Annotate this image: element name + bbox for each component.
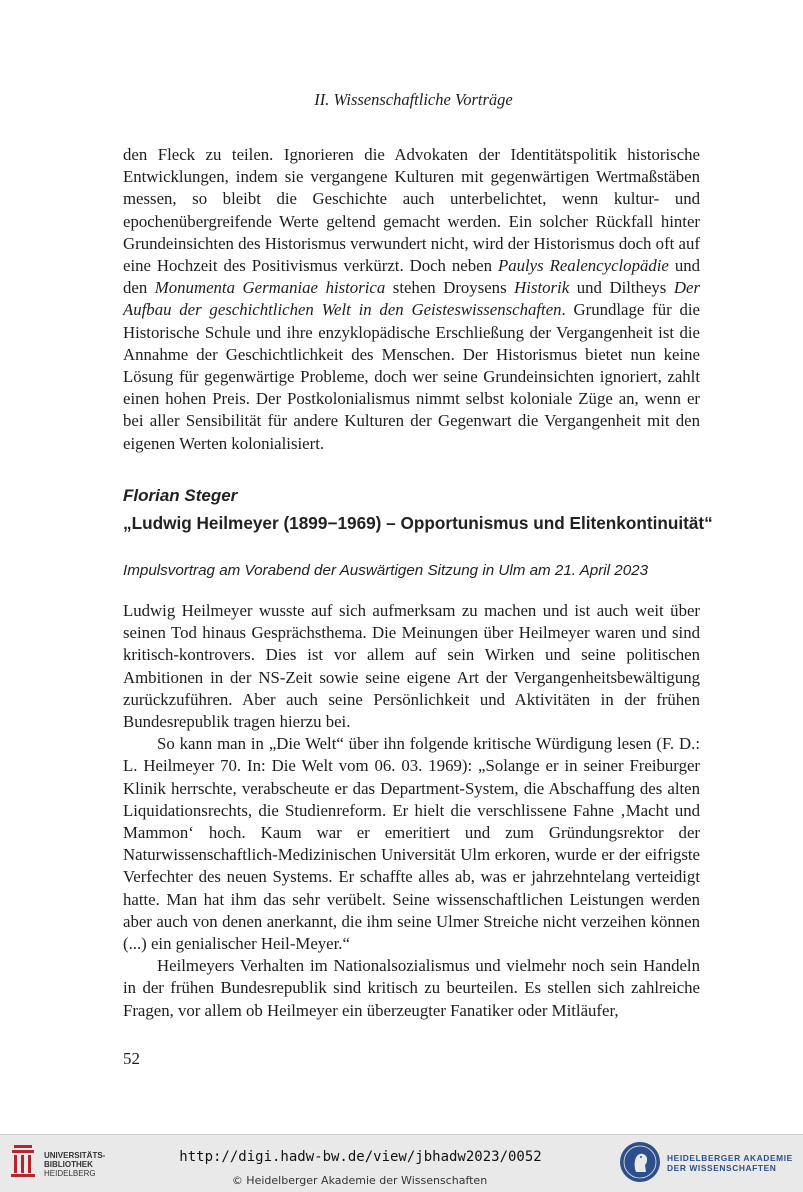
academy-seal-icon [619, 1141, 661, 1183]
article-author: Florian Steger [123, 486, 238, 505]
page-number: 52 [123, 1049, 140, 1068]
article-body [123, 600, 700, 1022]
academy-logo[interactable] [619, 1139, 803, 1185]
italic-work-title: Der Aufbau der geschichtlichen Welt in den Geisteswissenschaften [123, 278, 700, 320]
article-title: „Ludwig Heilmeyer (1899−1969) – Opportunismus und Elitenkontinuität“ [123, 513, 713, 533]
text-run: . Grundlage für die Historische Schule und ihre enzyklopädische Erschließung der Vergangenheit ist die Annahme der Geschichtlichkeit des Menschen. Der Historismus bietet nun keine Lösung für gegenwärtige Probleme, doch wer seine Grundeinsichten ignoriert, zahlt einen hohen Preis. Der Postkolonialismus nimmt selbst koloniale Züge an, wenn er bei aller Sensibilität für andere Kulturen der Gegenwart die Vergangenheit mit den eigenen Werten kolonialisiert. [123, 300, 700, 453]
logo-line: BIBLIOTHEK [44, 1160, 93, 1169]
continued-paragraph [123, 144, 700, 455]
copyright-text: © Heidelberger Akademie der Wissenschaften [231, 1174, 488, 1187]
logo-line: HEIDELBERGER AKADEMIE [667, 1153, 793, 1163]
text-run: stehen Droysens [385, 278, 515, 298]
paragraph-text [123, 144, 700, 455]
logo-line: DER WISSENSCHAFTEN [667, 1163, 777, 1173]
article-paragraph: So kann man in „Die Welt“ über ihn folgende kritische Würdigung lesen (F. D.: L. Heilmeyer 70. In: Die Welt vom 06. 03. 1969): „Solange er in seiner Freiburger Klinik herrschte, verabscheute er das Department-System, die Abschaffung des alten Liquidationsrechts, die Studienreform. Er hielt die verschlissene Fahne ‚Macht und Mammon‘ hoch. Kaum war er emeritiert und zum Gründungsrektor der Naturwissenschaftlich-Medizinischen Universität Ulm erkoren, wurde er der eifrigste Verfechter des neuen Systems. Er schaffte alles ab, was er jahrzehntelang verteidigt hatte. Man hat ihm das sehr verübelt. Seine wissenschaftlichen Leistungen werden aber auch von denen anerkannt, die ihm seine Ulmer Streiche nicht verzeihen können (...) ein genialischer Heil-Meyer.“ [123, 734, 700, 954]
article-paragraph: Heilmeyers Verhalten im Nationalsozialismus und vielmehr noch sein Handeln in der frühen Bundesrepublik sind kritisch zu beurteilen. Es stellen sich zahlreiche Fragen, vor allem ob Heilmeyer ein überzeugter Fanatiker oder Mitläufer, [123, 956, 700, 1020]
academy-logo-text [667, 1153, 793, 1173]
logo-line: UNIVERSITÄTS- [44, 1151, 106, 1160]
logo-line: HEIDELBERG [44, 1169, 96, 1178]
italic-work-title: Paulys Realencyclopädie [497, 256, 669, 276]
running-head [0, 90, 803, 110]
italic-work-title: Monumenta Germaniae historica [154, 278, 386, 298]
text-run: und den [123, 256, 701, 298]
running-head-text: II. Wissenschaftliche Vorträge [314, 90, 513, 109]
text-run: den Fleck zu teilen. Ignorieren die Advokaten der Identitätspolitik historische Entwicklungen, indem sie vergangene Kulturen mit gegenwärtigen Wertmaßstäben messen, so bleibt die Geschichte auch unterbelichtet, wenn kultur- und epochenübergreifende Werte geltend gemacht werden. Ein solcher Rückfall hinter Grundeinsichten des Historismus verwundert nicht, wird der Historismus doch oft auf eine Hochzeit des Positivismus verkürzt. Doch neben [123, 145, 700, 276]
permalink-url-text[interactable]: http://digi.hadw-bw.de/view/jbhadw2023/0052 [179, 1149, 542, 1165]
article-subtitle: Impulsvortrag am Vorabend der Auswärtigen Sitzung in Ulm am 21. April 2023 [123, 562, 649, 579]
italic-work-title: Historik [514, 278, 570, 298]
text-run: und Diltheys [569, 278, 674, 298]
article-paragraph: Ludwig Heilmeyer wusste auf sich aufmerksam zu machen und ist auch weit über seinen Tod hinaus Gesprächsthema. Die Meinungen über Heilmeyer waren und sind kritisch-kontrovers. Dies ist vor allem auf sein Wirken und seine politischen Ambitionen in der NS-Zeit sowie seine eigene Art der Vergangenheitsbewältigung zurückzuführen. Aber auch seine Persönlichkeit und Aktivitäten in der frühen Bundesrepublik tragen hierzu bei. [123, 601, 700, 732]
viewer-footer [0, 1134, 803, 1192]
